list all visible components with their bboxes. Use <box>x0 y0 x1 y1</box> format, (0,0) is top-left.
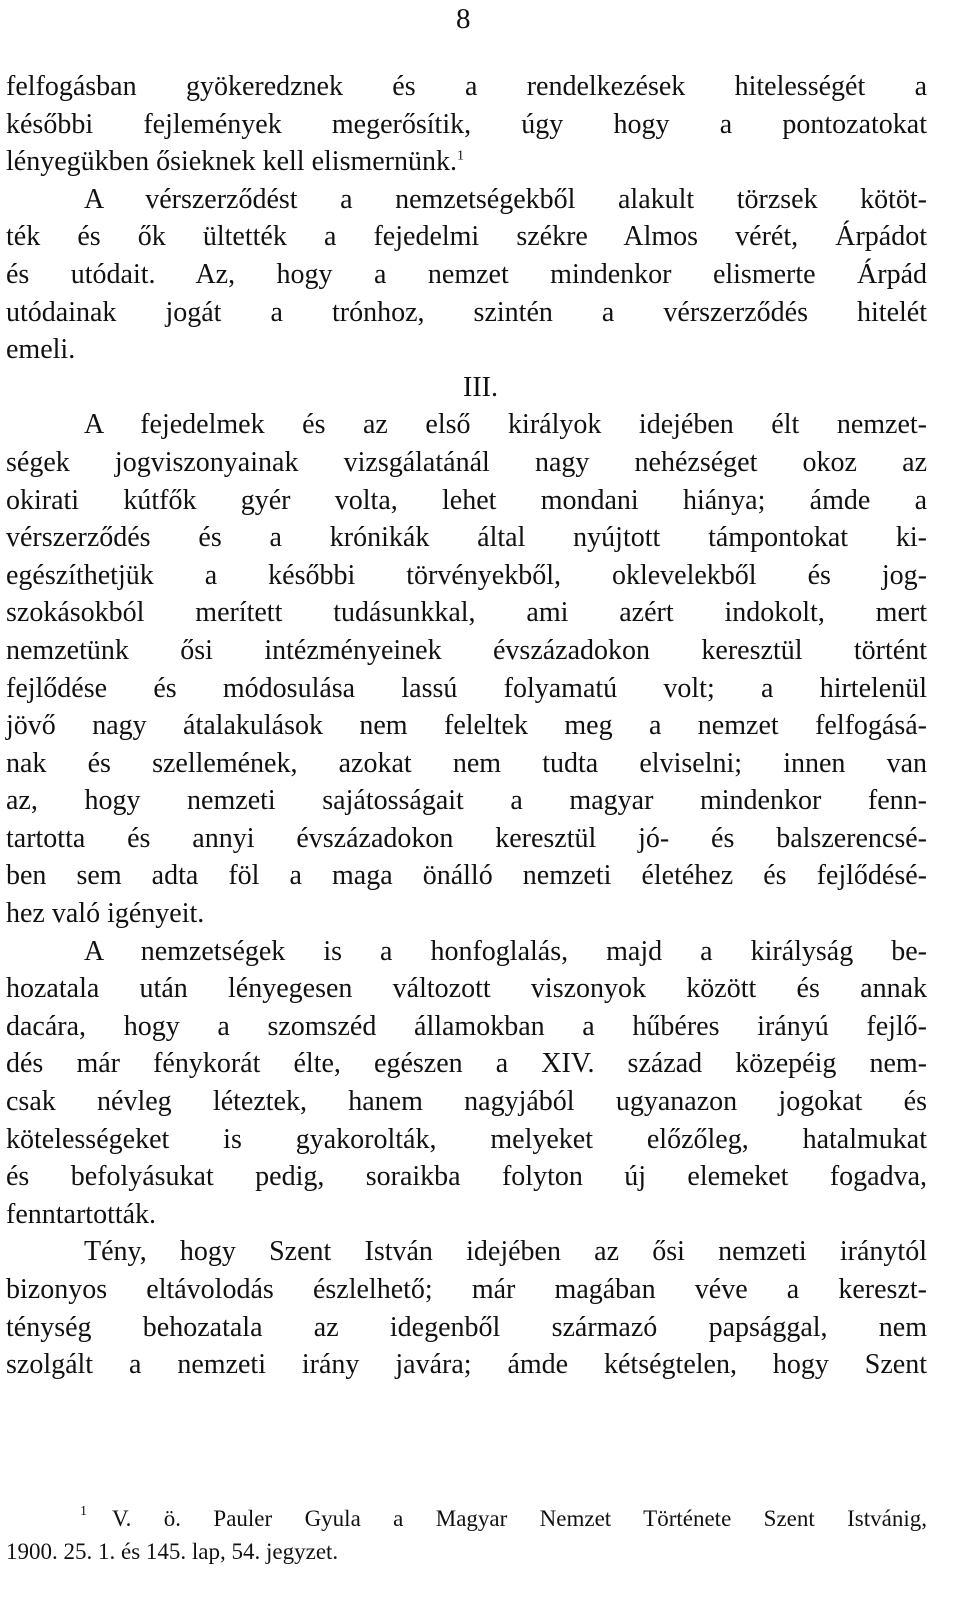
footnote-line: 1900. 25. 1. és 145. lap, 54. jegyzet. <box>6 1539 339 1564</box>
text-line: hozatala után lényegesen változott viszonyok között és annak <box>6 973 927 1005</box>
text-line: ben sem adta föl a maga önálló nemzeti életéhez és fejlődésé- <box>6 860 927 892</box>
text-line: dés már fénykorát élte, egészen a XIV. század közepéig nem- <box>6 1048 927 1080</box>
body-text <box>6 68 927 1384</box>
text-line <box>6 143 927 181</box>
text-line: dacára, hogy a szomszéd államokban a hűbéres irányú fejlő- <box>6 1010 927 1042</box>
text-line: ségek jogviszonyainak vizsgálatánál nagy nehézséget okoz az <box>6 446 927 478</box>
text-line: egészíthetjük a későbbi törvényekből, oklevelekből és jog- <box>6 559 927 591</box>
text-line: felfogásban gyökeredznek és a rendelkezések hitelességét a <box>6 71 927 102</box>
text-line: jövő nagy átalakulások nem feleltek meg a nemzet felfogásá- <box>6 710 927 742</box>
text-line: nemzetünk ősi intézményeinek évszázadokon keresztül történt <box>6 634 927 666</box>
footnotes <box>6 1502 927 1568</box>
text-line: szolgált a nemzeti irány javára; ámde kétségtelen, hogy Szent <box>6 1349 927 1381</box>
text-line: bizonyos eltávolodás észlelhető; már magában véve a kereszt- <box>6 1274 927 1305</box>
text-line: és utódait. Az, hogy a nemzet mindenkor elismerte Árpád <box>6 258 927 290</box>
text-line: emeli. <box>6 334 76 366</box>
footnote-line: 1 V. ö. Pauler Gyula a Magyar Nemzet Története Szent Istvánig, <box>80 1504 927 1531</box>
section-heading: III. <box>463 371 498 403</box>
page-number: 8 <box>456 3 471 35</box>
paragraph-first-line: A vérszerződést a nemzetségekből alakult törzsek kötöt- <box>84 183 927 215</box>
text-line: fejlődése és módosulása lassú folyamatú volt; a hirtelenül <box>6 672 927 704</box>
text-line: hez való igényeit. <box>6 898 205 930</box>
text-line: utódainak jogát a trónhoz, szintén a vérszerződés hitelét <box>6 296 927 328</box>
text-line: okirati kútfők gyér volta, lehet mondani hiánya; ámde a <box>6 484 927 516</box>
text-line: nak és szellemének, azokat nem tudta elviselni; innen van <box>6 747 927 779</box>
text-line: az, hogy nemzeti sajátosságait a magyar mindenkor fenn- <box>6 785 927 817</box>
text-line: csak névleg léteztek, hanem nagyjából ugyanazon jogokat és <box>6 1086 927 1118</box>
text-line: szokásokból merített tudásunkkal, ami azért indokolt, mert <box>6 597 927 629</box>
text-line: tartotta és annyi évszázadokon keresztül jó- és balszerencsé- <box>6 822 927 854</box>
text-line: kötelességeket is gyakorolták, melyeket előzőleg, hatalmukat <box>6 1123 927 1155</box>
text-line: későbbi fejlemények megerősítik, úgy hogy a pontozatokat <box>6 108 927 140</box>
paragraph-first-line: Tény, hogy Szent István idejében az ősi nemzeti iránytól <box>84 1236 927 1268</box>
footnote-reference: 1 <box>457 148 464 164</box>
footnote-text: V. ö. Pauler Gyula a Magyar Nemzet Története Szent Istvánig, <box>112 1506 927 1531</box>
text-line: ték és ők ültették a fejedelmi székre Almos vérét, Árpádot <box>6 221 927 253</box>
paragraph-first-line: A nemzetségek is a honfoglalás, majd a királyság be- <box>84 935 927 967</box>
text-line: ténység behozatala az idegenből származó papsággal, nem <box>6 1311 927 1343</box>
paragraph-first-line: A fejedelmek és az első királyok idejében élt nemzet- <box>84 409 927 441</box>
text-line: és befolyásukat pedig, soraikba folyton új elemeket fogadva, <box>6 1161 927 1193</box>
text-line: vérszerződés és a krónikák által nyújtott támpontokat ki- <box>6 522 927 554</box>
text-line-content: lényegükben ősieknek kell elismernünk. <box>6 146 457 178</box>
text-line: fenntartották. <box>6 1198 157 1230</box>
